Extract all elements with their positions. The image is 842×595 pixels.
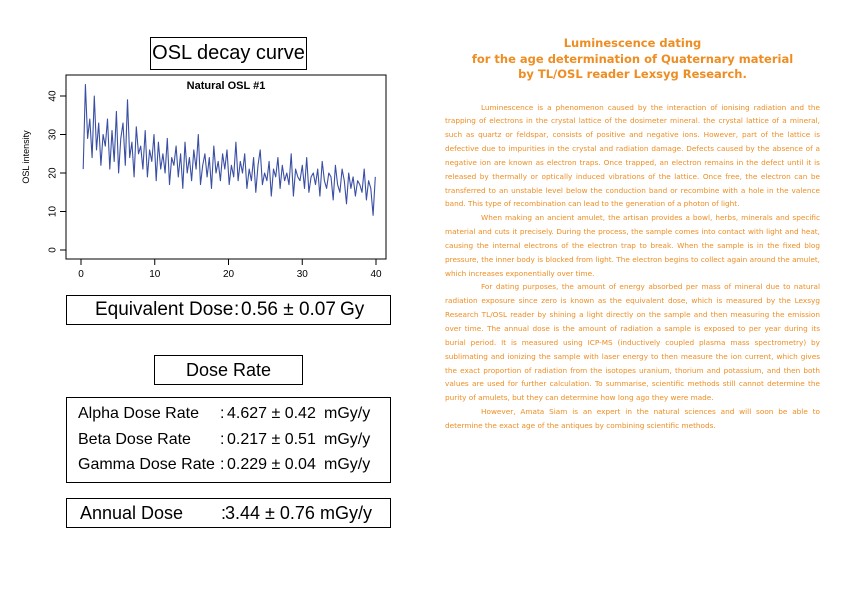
dose-rate-separator: : [220,431,225,448]
y-tick-label: 0 [47,247,59,253]
article-title [445,36,820,83]
equivalent-dose-separator: : [234,299,240,320]
chart-axes [60,75,386,265]
x-tick-label: 10 [149,269,161,280]
dose-rate-separator: : [220,405,225,422]
plot-frame [66,75,386,259]
x-tick-label: 40 [370,269,382,280]
annual-dose-unit: mGy/y [320,503,372,523]
y-tick-label: 20 [47,167,59,179]
annual-dose-separator: : [221,503,227,523]
article-title-line: for the age determination of Quaternary material [471,51,794,66]
dose-rate-title: Dose Rate [185,359,272,380]
osl-title: OSL decay curve [152,42,305,64]
chart-title: Natural OSL #1 [186,80,266,92]
y-tick-label: 10 [47,205,59,218]
dose-rates-box [66,397,391,483]
annual-dose-label: Annual Dose [80,503,184,523]
article-paragraph: However, Amata Siam is an expert in the natural sciences and will soon be able to determine the exact age of the antiques by combining scientific methods. [445,407,820,430]
equivalent-dose-unit: Gy [340,299,365,320]
article-paragraph: For dating purposes, the amount of energy absorbed per mass of mineral due to natural radiation exposure since zero is known as the equivalent dose, which is measured by the Lexsyg Research TL/OSL reader by shining a light directly on the sample and then measuring the emission over time. The annual dose is the amount of radiation a sample is exposed to per year during its burial period. It is measured using ICP-MS (inductively coupled plasma mass spectrometry) by sublimating and ionizing the sample with laser energy to then measure the ion current, which gives the exact proportion of radiation from the isotopes uranium, thorium and potassium, and then both values are used for further calculation. To summarise, scientific methods still cannot determine the purity of amulets, but they can determine how long ago they were made. [445,282,820,403]
series-line [83,85,375,216]
y-tick-label: 30 [47,128,59,141]
annual-dose-value: 3.44 ± 0.76 [225,503,315,523]
dose-rate-separator: : [220,456,225,473]
article-title-line: Luminescence dating [563,36,702,50]
equivalent-dose-box [66,295,391,325]
dose-rate-unit: mGy/y [324,431,371,448]
x-tick-label: 0 [78,269,84,280]
article [445,36,820,433]
annual-dose-box [66,498,391,528]
dose-rate-label: Beta Dose Rate [78,431,191,448]
dose-rate-label: Alpha Dose Rate [78,405,199,422]
article-title-line: by TL/OSL reader Lexsyg Research. [518,67,747,81]
dose-rate-value: 0.229 ± 0.04 [227,456,316,473]
article-paragraph: When making an ancient amulet, the artisan provides a bowl, herbs, minerals and specific material and cuts it precisely. During the process, the sample comes into contact with light and heat, causing the internal electrons of the electron trap to break. When the sample is in the fixed blog pressure, the inner body is blocked from light. The electron begins to collect again around the amulet, which increases exponentially over time. [445,213,820,278]
y-tick-label: 40 [47,90,59,102]
dose-rate-unit: mGy/y [324,405,371,422]
dose-rate-value: 4.627 ± 0.42 [227,405,316,422]
x-tick-label: 20 [222,269,235,280]
article-paragraph: Luminescence is a phenomenon caused by the interaction of ionising radiation and the trapping of electrons in the crystal lattice of the dosimeter mineral. the crystal lattice of a mineral, such as quartz or feldspar, consists of positive and negative ions. However, part of the lattice is defective due to impurities in the crystal and radiation damage. Defects caused by the absence of a negative ion are known as electron traps. Once trapped, an electron remains in the defect until it is released by thermally or optically induced vibrations of the lattice. Once free, the electron can be transferred to an unstable level below the conduction band or recombine with a hole in the valence band. This type of recombination can lead to the generation of a photon of light. [445,102,820,209]
dose-rate-value: 0.217 ± 0.51 [227,431,316,448]
x-tick-label: 30 [296,269,308,280]
equivalent-dose-label: Equivalent Dose [95,299,234,320]
chart-series [83,84,375,215]
equivalent-dose-value: 0.56 ± 0.07 [241,299,336,320]
dose-rate-title-box [154,355,303,385]
y-axis-label: OSL intensity [21,130,31,184]
dose-rate-label: Gamma Dose Rate [78,456,215,473]
dose-rate-unit: mGy/y [324,456,371,473]
